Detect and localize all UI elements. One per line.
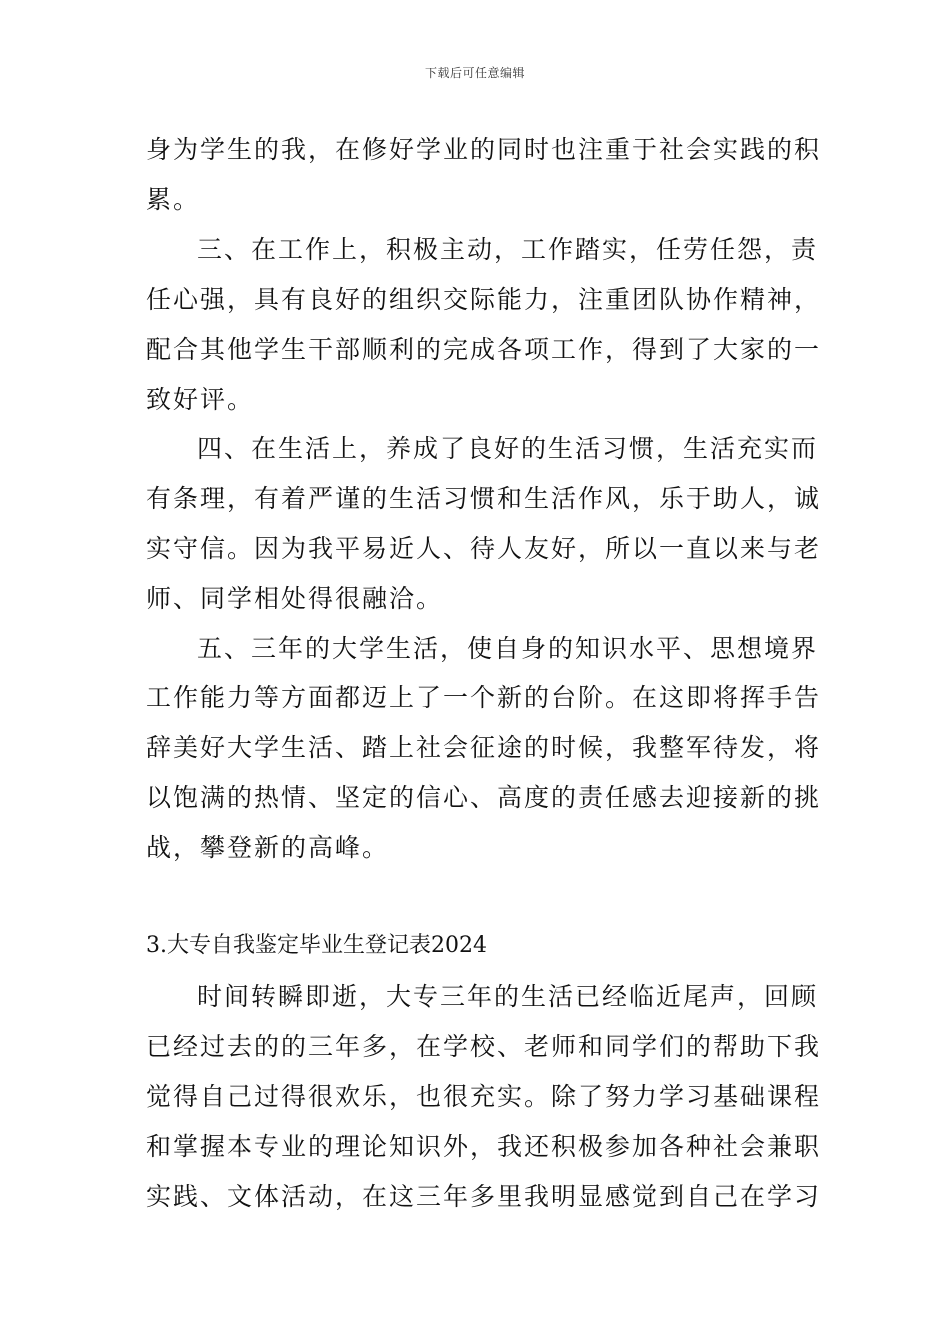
body-line: 以饱满的热情、坚定的信心、高度的责任感去迎接新的挑 bbox=[146, 783, 822, 812]
body-line: 战，攀登新的高峰。 bbox=[146, 833, 390, 862]
section-line: 和掌握本专业的理论知识外，我还积极参加各种社会兼职 bbox=[146, 1132, 822, 1161]
section-heading: 3.大专自我鉴定毕业生登记表2024 bbox=[146, 933, 487, 958]
body-line: 有条理，有着严谨的生活习惯和生活作风，乐于助人，诚 bbox=[146, 484, 822, 513]
section-line: 实践、文体活动，在这三年多里我明显感觉到自己在学习 bbox=[146, 1182, 822, 1211]
section-line: 时间转瞬即逝，大专三年的生活已经临近尾声，回顾 bbox=[197, 982, 819, 1011]
body-line: 三、在工作上，积极主动，工作踏实，任劳任怨，责 bbox=[197, 235, 819, 264]
body-line: 五、三年的大学生活，使自身的知识水平、思想境界 bbox=[197, 634, 819, 663]
body-line: 累。 bbox=[146, 185, 201, 214]
body-line: 四、在生活上，养成了良好的生活习惯，生活充实而 bbox=[197, 434, 819, 463]
body-line: 实守信。因为我平易近人、待人友好，所以一直以来与老 bbox=[146, 534, 822, 563]
body-line: 辞美好大学生活、踏上社会征途的时候，我整军待发，将 bbox=[146, 733, 822, 762]
body-line: 工作能力等方面都迈上了一个新的台阶。在这即将挥手告 bbox=[146, 683, 822, 712]
page-header: 下载后可任意编辑 bbox=[424, 66, 525, 80]
body-line: 身为学生的我，在修好学业的同时也注重于社会实践的积 bbox=[146, 135, 822, 164]
body-line: 致好评。 bbox=[146, 385, 255, 414]
body-line: 师、同学相处得很融洽。 bbox=[146, 584, 444, 613]
body-line: 任心强，具有良好的组织交际能力，注重团队协作精神， bbox=[146, 285, 822, 314]
section-line: 已经过去的的三年多，在学校、老师和同学们的帮助下我 bbox=[146, 1032, 822, 1061]
body-line: 配合其他学生干部顺利的完成各项工作，得到了大家的一 bbox=[146, 335, 822, 364]
section-line: 觉得自己过得很欢乐，也很充实。除了努力学习基础课程 bbox=[146, 1082, 822, 1111]
